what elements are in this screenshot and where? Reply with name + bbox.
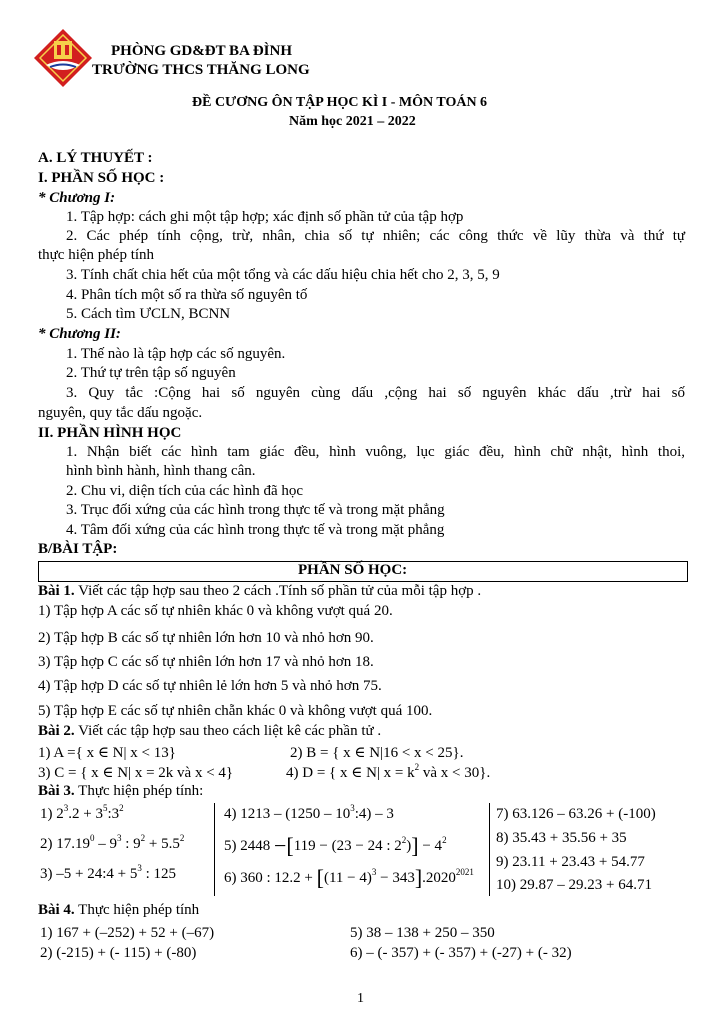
dept-name: PHÒNG GD&ĐT BA ĐÌNH <box>111 43 292 59</box>
set-a: 1) A ={ x ∈ N| x < 13} <box>38 745 176 761</box>
theory-heading: A. LÝ THUYẾT : <box>38 150 153 166</box>
bai2-line <box>38 723 381 740</box>
set-b: 2) B = { x ∈ N|16 < x < 25}. <box>290 745 464 761</box>
list-item: 5. Cách tìm ƯCLN, BCNN <box>66 306 231 322</box>
part1-heading: I. PHẦN SỐ HỌC : <box>38 170 165 186</box>
list-item: 1) 167 + (–252) + 52 + (–67) <box>40 925 215 941</box>
bai3-line <box>38 783 203 800</box>
set-d-exp: 2 <box>414 762 420 772</box>
expr-9: 9) 23.11 + 23.43 + 54.77 <box>496 854 645 870</box>
list-item: 2) (-215) + (- 115) + (-80) <box>40 945 197 961</box>
expr-5: 5) 2448 −[119 − (23 − 24 : $2^2)] - 4^2$ <box>224 833 447 858</box>
expr-4-b: :4) – 3 <box>354 806 394 822</box>
bai1-line <box>38 583 481 600</box>
bai2-label: Bài 2. <box>38 723 75 739</box>
expr-2: 2) $17.19^0 - 9^3$ : $9^2 + 5.5^2$ <box>40 833 185 852</box>
box-title: PHẦN SỐ HỌC: <box>298 562 408 578</box>
table-divider <box>214 803 215 896</box>
list-item: 4) Tập hợp D các số tự nhiên lẻ lớn hơn 5 và nhỏ hơn 75. <box>38 678 382 694</box>
set-d-post: và x < 30}. <box>419 765 491 781</box>
expr-6: 6) 360 : $12.2 + [(11 - 4)^3 - 343].2020^{2021}$ <box>224 865 474 890</box>
list-item: 5) 38 – 138 + 250 – 350 <box>350 925 495 941</box>
school-logo <box>32 27 94 89</box>
chapter1-heading: * Chương I: <box>38 190 116 206</box>
bai3-text: Thực hiện phép tính: <box>74 783 204 799</box>
list-item: 2) Tập hợp B các số tự nhiên lớn hơn 10 và nhỏ hơn 90. <box>38 630 374 646</box>
bai2-text: Viết các tập hợp sau theo cách liệt kê các phần tử . <box>74 723 382 739</box>
list-item: 3. Tính chất chia hết của một tổng và các dấu hiệu chia hết cho 2, 3, 5, 9 <box>66 267 500 283</box>
school-year: Năm học 2021 – 2022 <box>289 114 416 129</box>
doc-title: ĐỀ CƯƠNG ÔN TẬP HỌC KÌ I - MÔN TOÁN 6 <box>192 95 488 110</box>
list-item: 4. Tâm đối xứng của các hình trong thực tế và trong mặt phẳng <box>66 522 445 538</box>
list-item: 2. Thứ tự trên tập số nguyên <box>66 365 236 381</box>
expr-4-exp: 3 <box>350 803 355 813</box>
list-item: 3. Quy tắc :Cộng hai số nguyên cùng dấu ,cộng hai số nguyên khác dấu ,trừ hai số <box>66 385 685 401</box>
list-item: 5) Tập hợp E các số tự nhiên chẵn khác 0 và không vượt quá 100. <box>38 703 433 719</box>
list-item: 2. Chu vi, diện tích của các hình đã học <box>66 483 304 499</box>
list-item: nguyên, quy tắc dấu ngoặc. <box>38 405 203 421</box>
expr-1: 1) $2^3.2$ + $3^5:3^2$ <box>40 803 124 822</box>
list-item: 1. Tập hợp: cách ghi một tập hợp; xác định số phần tử của tập hợp <box>66 209 464 225</box>
list-item: 1. Nhận biết các hình tam giác đều, hình vuông, lục giác đều, hình chữ nhật, hình thoi, <box>66 444 685 460</box>
list-item: 1. Thế nào là tập hợp các số nguyên. <box>66 346 286 362</box>
expr-7: 7) 63.126 – 63.26 + (-100) <box>496 806 656 822</box>
chapter2-heading: * Chương II: <box>38 326 121 342</box>
table-divider <box>489 803 490 896</box>
list-item: 3. Trục đối xứng của các hình trong thực tế và trong mặt phẳng <box>66 502 445 518</box>
list-item: thực hiện phép tính <box>38 247 155 263</box>
set-d <box>286 763 490 782</box>
expr-10: 10) 29.87 – 29.23 + 64.71 <box>496 877 652 893</box>
list-item: hình bình hành, hình thang cân. <box>66 463 256 479</box>
school-name: TRƯỜNG THCS THĂNG LONG <box>92 62 310 78</box>
list-item: 2. Các phép tính cộng, trừ, nhân, chia số tự nhiên; các công thức về lũy thừa và thứ tự <box>66 228 685 244</box>
page-number: 1 <box>357 991 364 1006</box>
expr-8: 8) 35.43 + 35.56 + 35 <box>496 830 627 846</box>
bai1-text: Viết các tập hợp sau theo 2 cách .Tính số phần tử của mỗi tập hợp . <box>74 583 482 599</box>
list-item: 4. Phân tích một số ra thừa số nguyên tố <box>66 287 308 303</box>
bai4-line <box>38 902 199 919</box>
list-item: 6) – (- 357) + (- 357) + (-27) + (- 32) <box>350 945 572 961</box>
list-item: 3) Tập hợp C các số tự nhiên lớn hơn 17 và nhỏ hơn 18. <box>38 654 374 670</box>
part2-heading: II. PHẦN HÌNH HỌC <box>38 425 182 441</box>
expr-4 <box>224 803 394 823</box>
set-c: 3) C = { x ∈ N| x = 2k và x < 4} <box>38 765 234 781</box>
bai4-text: Thực hiện phép tính <box>74 902 200 918</box>
exercises-heading: B/BÀI TẬP: <box>38 541 118 557</box>
set-d-pre: 4) D = { x ∈ N| x = k <box>286 765 415 781</box>
bai3-label: Bài 3. <box>38 783 75 799</box>
bai4-label: Bài 4. <box>38 902 75 918</box>
expr-3: 3) –5 + 24:4 + $5^3$ : 125 <box>40 863 177 882</box>
bai1-label: Bài 1. <box>38 583 75 599</box>
list-item: 1) Tập hợp A các số tự nhiên khác 0 và không vượt quá 20. <box>38 603 393 619</box>
expr-4-a: 4) 1213 – (1250 – 10 <box>224 806 351 822</box>
